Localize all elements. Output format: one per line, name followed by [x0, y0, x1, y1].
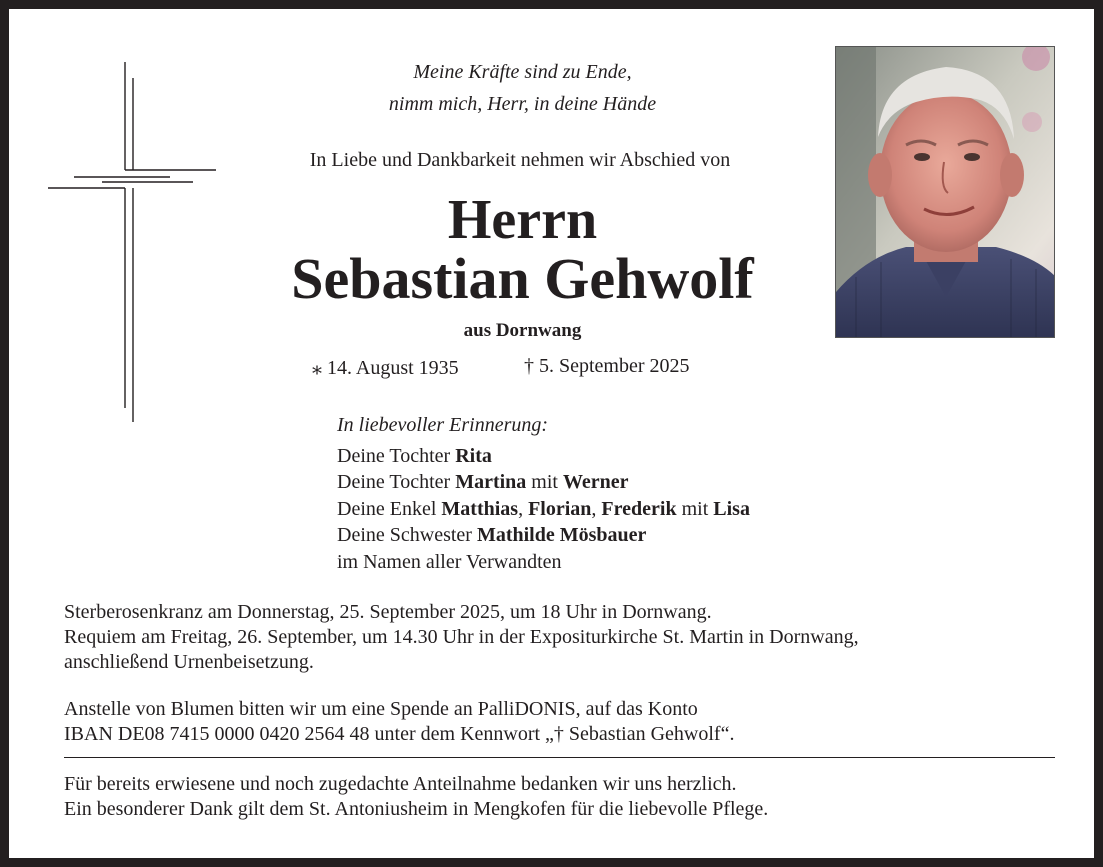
verse-line-1: Meine Kräfte sind zu Ende, — [413, 61, 632, 83]
relative-name: Werner — [562, 471, 629, 493]
donation-line-2: IBAN DE08 7415 0000 0420 2564 48 unter dem Kennwort „† Sebastian Gehwolf“. — [64, 723, 735, 745]
memory-section — [337, 412, 897, 575]
relative-name: Florian — [528, 497, 592, 520]
origin: aus Dornwang — [463, 320, 582, 341]
portrait-photo — [835, 46, 1055, 338]
relative-name: Lisa — [713, 497, 750, 520]
honorific: Herrn — [447, 189, 598, 251]
relation-text: Deine Enkel — [337, 497, 442, 520]
memory-title: In liebevoller Erinnerung: — [337, 414, 549, 436]
relative-name: Martina — [455, 471, 527, 493]
memory-row — [337, 443, 897, 470]
relation-text: , — [518, 497, 529, 520]
memory-row — [337, 469, 897, 496]
memory-list — [337, 443, 897, 576]
relative-name: Frederik — [601, 497, 677, 520]
relative-name: Rita — [455, 444, 492, 467]
relation-text: Deine Schwester — [337, 524, 477, 546]
memory-row — [337, 496, 897, 523]
relative-name: Mathilde Mösbauer — [476, 524, 647, 546]
verse-line-2: nimm mich, Herr, in deine Hände — [388, 93, 657, 115]
cross-icon — [48, 62, 218, 424]
rosary-line: Sterberosenkranz am Donnerstag, 25. September 2025, um 18 Uhr in Dornwang. — [64, 601, 712, 623]
portrait-image — [836, 47, 1055, 338]
relation-text: , — [591, 497, 602, 520]
thanks-info — [64, 772, 1054, 822]
thanks-line-1: Für bereits erwiesene und noch zugedachte Anteilnahme bedanken wir uns herzlich. — [64, 773, 737, 795]
relative-name: Matthias — [441, 497, 519, 520]
death-date: † 5. September 2025 — [524, 355, 690, 377]
birth-date: ⁎ 14. August 1935 — [312, 357, 459, 379]
deceased-name: Sebastian Gehwolf — [291, 246, 754, 311]
relation-text: im Namen aller Verwandten — [337, 550, 562, 573]
relation-text: mit — [676, 497, 714, 520]
memory-row — [337, 549, 897, 576]
donation-line-1: Anstelle von Blumen bitten wir um eine Spende an PalliDONIS, auf das Konto — [64, 698, 698, 720]
memory-row — [337, 522, 897, 549]
divider — [64, 757, 1055, 758]
relation-text: mit — [526, 471, 563, 493]
intro-text: In Liebe und Dankbarkeit nehmen wir Abschied von — [309, 149, 731, 171]
burial-line: anschließend Urnenbeisetzung. — [64, 651, 314, 673]
relation-text: Deine Tochter — [337, 471, 456, 493]
thanks-line-2: Ein besonderer Dank gilt dem St. Antoniusheim in Mengkofen für die liebevolle Pflege. — [64, 798, 769, 820]
donation-info — [64, 697, 1054, 747]
services-info — [64, 600, 1054, 675]
relation-text: Deine Tochter — [337, 444, 456, 467]
requiem-line: Requiem am Freitag, 26. September, um 14.30 Uhr in der Expositurkirche St. Martin in Dornwang, — [64, 626, 859, 648]
